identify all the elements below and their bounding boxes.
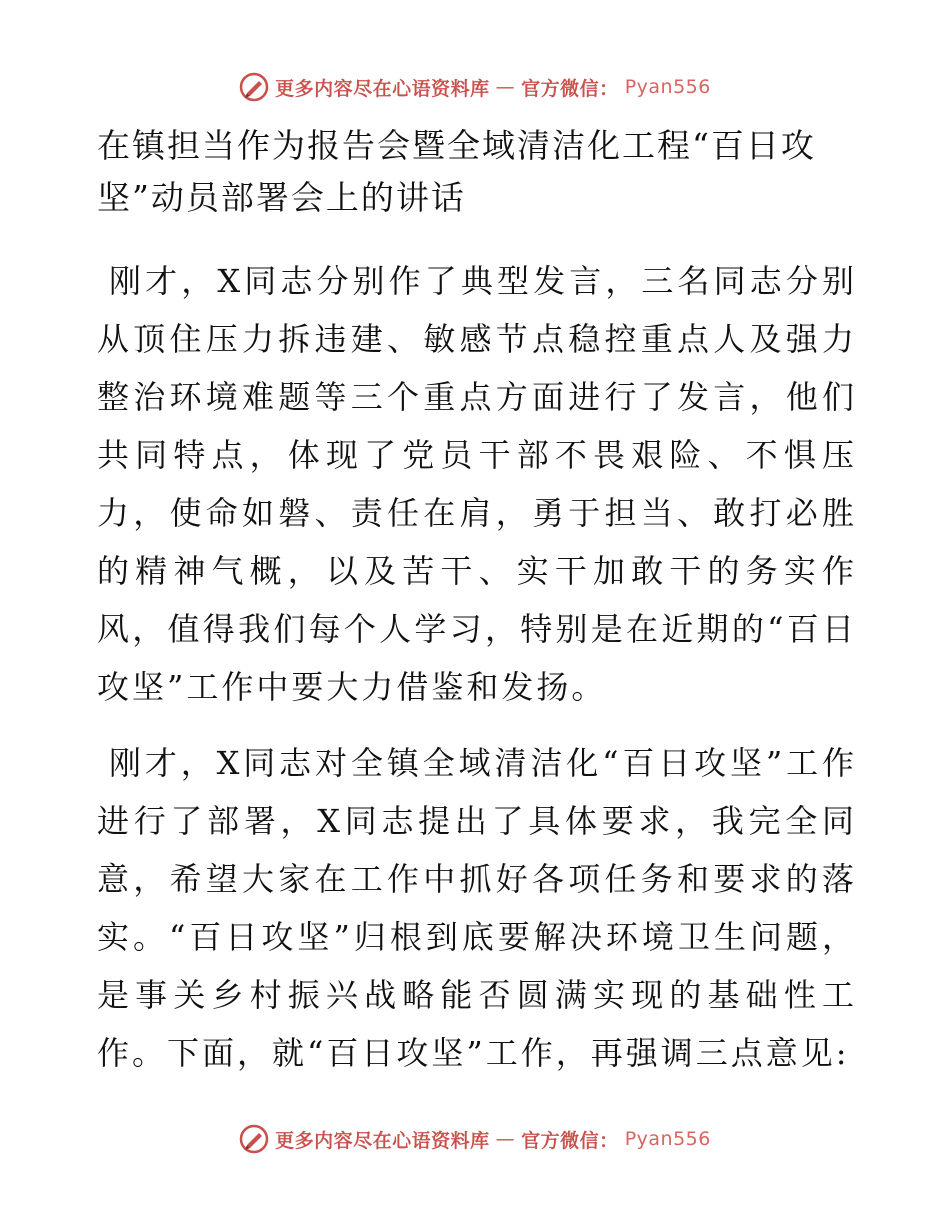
watermark-account-id: Pyan556 <box>624 1128 711 1150</box>
watermark-account-label: 官方微信： <box>521 1129 619 1152</box>
body-paragraph-1: 刚才，X同志分别作了典型发言，三名同志分别从顶住压力拆违建、敏感节点稳控重点人及强力整治环境难题等三个重点方面进行了发言，他们共同特点，体现了党员干部不畏艰险、不惧压力，使命如磐、责任在肩，勇于担当、敢打必胜的精神气概，以及苦干、实干加敢干的务实作风，值得我们每个人学习，特别是在近期的“百日攻坚”工作中要大力借鉴和发扬。 <box>97 262 857 706</box>
document-title: 在镇担当作为报告会暨全域清洁化工程“百日攻坚”动员部署会上的讲话 <box>97 126 816 217</box>
brush-pen-logo-icon <box>239 1124 269 1154</box>
body-paragraph-2: 刚才，X同志对全镇全域清洁化“百日攻坚”工作进行了部署，X同志提出了具体要求，我完全同意，希望大家在工作中抓好各项任务和要求的落实。“百日攻坚”归根到底要解决环境卫生问题，是事关乡村振兴战略能否圆满实现的基础性工作。下面，就“百日攻坚”工作，再强调三点意见: <box>97 744 857 1072</box>
watermark-text: 更多内容尽在心语资料库 <box>275 1129 490 1152</box>
watermark-account-label: 官方微信： <box>521 77 619 100</box>
watermark-dash: — <box>495 76 516 98</box>
watermark-text: 更多内容尽在心语资料库 <box>275 77 490 100</box>
watermark-account-id: Pyan556 <box>624 76 711 98</box>
watermark-header <box>0 72 950 102</box>
watermark-dash: — <box>495 1128 516 1150</box>
watermark-footer <box>0 1124 950 1154</box>
brush-pen-logo-icon <box>239 72 269 102</box>
